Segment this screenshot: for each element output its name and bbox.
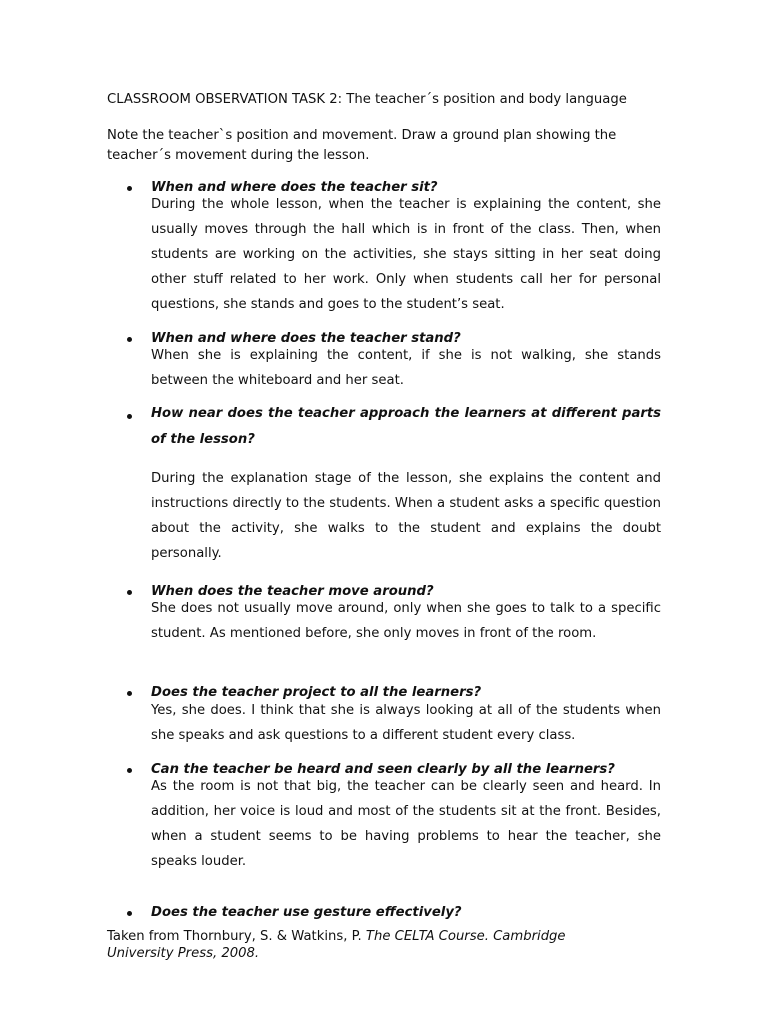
intro-text: Note the teacher`s position and movement. Draw a ground plan showing the teacher´s movement during the lesson. [107, 128, 617, 163]
answer-text: As the room is not that big, the teacher can be clearly seen and heard. In addition, her voice is loud and most of the students sit at the front. Besides, when a student seems to be having problems to hear the teacher, she speaks louder. [151, 779, 661, 869]
bullet-icon [127, 590, 137, 600]
answer-text: She does not usually move around, only when she goes to talk to a specific student. As mentioned before, she only moves in front of the room. [151, 601, 661, 641]
answer-text: When she is explaining the content, if she is not walking, she stands between the whiteboard and her seat. [151, 348, 661, 388]
question-text: Can the teacher be heard and seen clearly by all the learners? [151, 762, 615, 777]
answer-text: Yes, she does. I think that she is always looking at all of the students when she speaks and ask questions to a different student every class. [151, 703, 661, 743]
question-text: How near does the teacher approach the learners at different parts of the lesson? [151, 406, 661, 447]
answer-text: During the explanation stage of the lesson, she explains the content and instructions directly to the students. When a student asks a specific question about the activity, she walks to the student and explains the doubt personally. [151, 471, 661, 561]
bullet-icon [127, 186, 137, 196]
bullet-icon [127, 911, 137, 921]
citation-book-title: The CELTA Course. Cambridge [365, 929, 566, 944]
citation [107, 928, 652, 962]
bullet-icon [127, 337, 137, 347]
question-text: When and where does the teacher stand? [151, 331, 461, 346]
answer-text: During the whole lesson, when the teacher is explaining the content, she usually moves through the hall which is in front of the class. Then, when students are working on the activities, she stays sitting in her seat doing other stuff related to her work. Only when students call her for personal questions, she stands and goes to the student’s seat. [151, 197, 661, 312]
question-text: When does the teacher move around? [151, 584, 434, 599]
question-text: When and where does the teacher sit? [151, 180, 438, 195]
bullet-icon [127, 691, 137, 701]
bullet-icon [127, 414, 137, 424]
citation-prefix: Taken from Thornbury, S. & Watkins, P. [107, 929, 366, 944]
document-title: CLASSROOM OBSERVATION TASK 2: The teacher´s position and body language [107, 92, 627, 107]
citation-publisher: University Press, 2008. [107, 946, 260, 961]
bullet-icon [127, 768, 137, 778]
question-text: Does the teacher project to all the learners? [151, 685, 482, 700]
question-text: Does the teacher use gesture effectively? [151, 905, 462, 920]
